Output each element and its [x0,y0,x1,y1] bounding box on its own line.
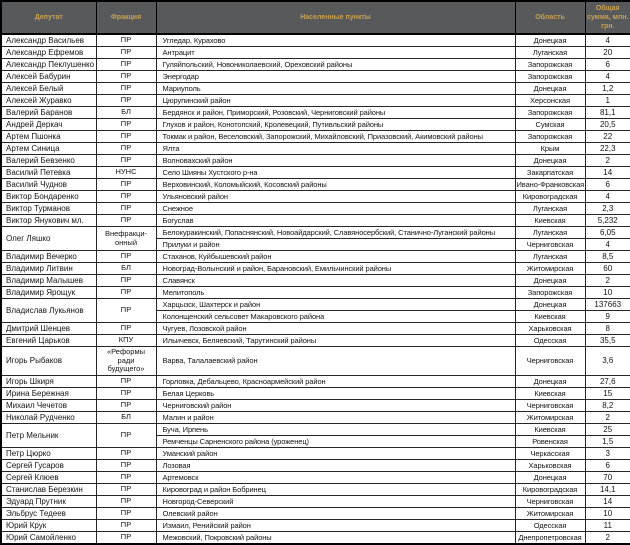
oblast-cell: Запорожская [515,131,585,143]
sum-cell: 11 [585,519,630,531]
deputy-cell: Артем Пшонка [1,131,96,143]
deputy-cell: Эльбрус Тедеев [1,507,96,519]
col-header-settlements: Населенные пункты [156,1,515,34]
table-row [1,143,630,155]
oblast-cell: Житомирская [515,263,585,275]
sum-cell: 22 [585,131,630,143]
fraction-cell: ПР [96,34,156,47]
sum-cell: 22,3 [585,143,630,155]
deputy-cell: Олег Ляшко [1,227,96,251]
sum-cell: 2 [585,275,630,287]
table-row [1,47,630,59]
sum-cell: 15 [585,387,630,399]
deputy-cell: Алексей Белый [1,83,96,95]
fraction-cell: ПР [96,423,156,447]
sum-cell: 10 [585,287,630,299]
settlements-cell: Угледар, Курахово [156,34,515,47]
fraction-cell: ПР [96,471,156,483]
sum-cell: 20 [585,47,630,59]
sum-cell: 4 [585,71,630,83]
deputy-cell: Юрий Крук [1,519,96,531]
fraction-cell: ПР [96,215,156,227]
deputy-cell: Алексей Бабурин [1,71,96,83]
oblast-cell: Донецкая [515,375,585,387]
deputy-cell: Владимир Литвин [1,263,96,275]
sum-cell: 2 [585,411,630,423]
table-row [1,335,630,347]
sum-cell: 5,232 [585,215,630,227]
fraction-cell: ПР [96,387,156,399]
settlements-cell: Славянск [156,275,515,287]
oblast-cell: Луганская [515,47,585,59]
oblast-cell: Крым [515,143,585,155]
fraction-cell: ПР [96,447,156,459]
sum-cell: 2 [585,155,630,167]
sum-cell: 6 [585,179,630,191]
sum-cell: 1,2 [585,83,630,95]
settlements-cell: Артемовск [156,471,515,483]
settlements-cell: Чугуев, Лозовской район [156,323,515,335]
deputy-cell: Ирина Бережная [1,387,96,399]
deputy-cell: Александр Пеклушенко [1,59,96,71]
table-row [1,299,630,311]
fraction-cell: КПУ [96,335,156,347]
oblast-cell: Донецкая [515,299,585,311]
table-row [1,347,630,376]
table-row [1,519,630,531]
fraction-cell: «Реформы ради будущего» [96,347,156,376]
deputy-cell: Сергей Клюев [1,471,96,483]
table-row [1,375,630,387]
table-row [1,399,630,411]
oblast-cell: Киевская [515,423,585,435]
deputy-cell: Виктор Турманов [1,203,96,215]
oblast-cell: Киевская [515,387,585,399]
deputy-cell: Валерий Бевзенко [1,155,96,167]
table-row [1,119,630,131]
sum-cell: 4 [585,34,630,47]
sum-cell: 137663 [585,299,630,311]
table-row [1,531,630,544]
fraction-cell: ПР [96,119,156,131]
table-row [1,459,630,471]
settlements-cell: Кировоград и район Бобринец [156,483,515,495]
sum-cell: 3,6 [585,347,630,376]
settlements-cell: Гуляйпольский, Новониколаевский, Ореховский районы [156,59,515,71]
settlements-cell: Мариуполь [156,83,515,95]
oblast-cell: Киевская [515,215,585,227]
table-row [1,179,630,191]
table-row [1,203,630,215]
table-row [1,287,630,299]
sum-cell: 9 [585,311,630,323]
oblast-cell: Одесская [515,335,585,347]
oblast-cell: Донецкая [515,471,585,483]
table-row [1,83,630,95]
fraction-cell: ПР [96,287,156,299]
oblast-cell: Харьковская [515,459,585,471]
settlements-cell: Стаханов, Куйбышевский район [156,251,515,263]
settlements-cell: Горловка, Дебальцево, Красноармейский район [156,375,515,387]
sum-cell: 6 [585,59,630,71]
oblast-cell: Запорожская [515,107,585,119]
sum-cell: 14 [585,167,630,179]
oblast-cell: Харьковская [515,323,585,335]
settlements-cell: Малин и район [156,411,515,423]
oblast-cell: Черниговская [515,239,585,251]
oblast-cell: Одесская [515,519,585,531]
deputy-cell: Петр Цюрко [1,447,96,459]
oblast-cell: Черниговская [515,495,585,507]
deputy-cell: Станислав Березкин [1,483,96,495]
deputy-cell: Валерий Баранов [1,107,96,119]
fraction-cell: ПР [96,531,156,544]
table-row [1,155,630,167]
settlements-cell: Варва, Талалаевский район [156,347,515,376]
settlements-cell: Олевский район [156,507,515,519]
settlements-cell: Глухов и район, Конотопский, Кролевецкий, Путивльский районы [156,119,515,131]
oblast-cell: Донецкая [515,275,585,287]
oblast-cell: Кировоградская [515,483,585,495]
deputy-cell: Василий Петевка [1,167,96,179]
table-body [1,34,630,544]
fraction-cell: ПР [96,275,156,287]
settlements-cell: Белокуракинский, Попаснянский, Новоайдарский, Славяносербский, Станично-Луганский районы [156,227,515,239]
oblast-cell: Киевская [515,311,585,323]
oblast-cell: Ивано-Франковская [516,180,585,189]
settlements-cell: Бердянск и район, Приморский, Розовский, Черниговский районы [156,107,515,119]
deputy-cell: Владимир Малышев [1,275,96,287]
deputy-cell: Андрей Деркач [1,119,96,131]
table-row [1,71,630,83]
fraction-cell: ПР [96,459,156,471]
oblast-cell: Житомирская [515,507,585,519]
table-row [1,387,630,399]
table-row [1,447,630,459]
oblast-cell: Луганская [515,203,585,215]
oblast-cell: Луганская [515,251,585,263]
fraction-cell: ПР [96,59,156,71]
fraction-cell: Внефракционный [96,227,156,251]
sum-cell: 20,5 [585,119,630,131]
oblast-cell: Запорожская [515,287,585,299]
sum-cell: 3 [585,447,630,459]
table-row [1,495,630,507]
deputy-cell: Михаил Чечетов [1,399,96,411]
deputy-cell: Виктор Янукович мл. [1,215,96,227]
settlements-cell: Новгород-Северский [156,495,515,507]
deputy-cell: Николай Рудченко [1,411,96,423]
header-row [1,1,630,34]
col-header-fraction: Фракция [96,1,156,34]
oblast-cell: Луганская [515,227,585,239]
deputy-cell: Владимир Вечерко [1,251,96,263]
fraction-cell: ПР [96,71,156,83]
deputy-cell: Виктор Бондаренко [1,191,96,203]
sum-cell: 2,3 [585,203,630,215]
fraction-cell: ПР [96,203,156,215]
fraction-cell: ПР [96,155,156,167]
oblast-cell: Запорожская [515,71,585,83]
col-header-oblast: Область [515,1,585,34]
fraction-cell: ПР [96,483,156,495]
deputy-cell: Петр Мельник [1,423,96,447]
oblast-cell: Сумская [515,119,585,131]
fraction-cell: ПР [96,131,156,143]
sum-cell: 8,5 [585,251,630,263]
sum-cell: 27,6 [585,375,630,387]
oblast-cell: Донецкая [515,34,585,47]
settlements-cell: Межовский, Покровский районы [156,531,515,544]
table-row [1,471,630,483]
table-row [1,275,630,287]
sum-cell: 8,2 [585,399,630,411]
fraction-cell: ПР [96,179,156,191]
deputy-cell: Игорь Шкиря [1,375,96,387]
deputy-cell: Владимир Ярощук [1,287,96,299]
fraction-cell: ПР [96,191,156,203]
deputy-cell: Сергей Гусаров [1,459,96,471]
fraction-cell: ПР [96,495,156,507]
table-row [1,107,630,119]
deputy-cell: Александр Ефремов [1,47,96,59]
sum-cell: 25 [585,423,630,435]
table-row [1,251,630,263]
deputy-cell: Алексей Журавко [1,95,96,107]
deputy-cell: Евгений Царьков [1,335,96,347]
settlements-cell: Прилуки и район [156,239,515,251]
settlements-cell: Харцызск, Шахтерск и район [156,299,515,311]
settlements-cell: Токмак и район, Веселовский, Запорожский, Михайловский, Приазовский, Акимовский районы [156,131,515,143]
settlements-cell: Измаил, Ренийский район [156,519,515,531]
sum-cell: 6 [585,459,630,471]
table-row [1,131,630,143]
settlements-cell: Черниговский район [156,399,515,411]
oblast-cell: Запорожская [515,59,585,71]
table-row [1,34,630,47]
sum-cell: 4 [585,239,630,251]
sum-cell: 70 [585,471,630,483]
fraction-cell: ПР [96,47,156,59]
sum-cell: 14,1 [585,483,630,495]
sum-cell: 1,5 [585,435,630,447]
sum-cell: 6,05 [585,227,630,239]
sum-cell: 10 [585,507,630,519]
fraction-cell: ПР [96,507,156,519]
settlements-cell: Энергодар [156,71,515,83]
fraction-cell: ПР [96,83,156,95]
settlements-cell: Мелитополь [156,287,515,299]
fraction-cell: НУНС [96,167,156,179]
fraction-cell: БЛ [96,411,156,423]
settlements-cell: Верховинский, Коломыйский, Косовский районы [156,179,515,191]
fraction-cell: ПР [96,323,156,335]
deputy-cell: Эдуард Прутник [1,495,96,507]
oblast-cell: Днепропетровская [515,531,585,544]
sum-cell: 81,1 [585,107,630,119]
table-row [1,167,630,179]
col-header-deputy: Депутат [1,1,96,34]
fraction-cell: ПР [96,375,156,387]
settlements-cell: Цюрупинский район [156,95,515,107]
table-row [1,411,630,423]
table-row [1,483,630,495]
settlements-cell: Новоград-Волынский и район, Барановский, Емильчинский районы [156,263,515,275]
sum-cell: 14 [585,495,630,507]
settlements-cell: Волновахский район [156,155,515,167]
fraction-cell: ПР [96,251,156,263]
table-row [1,423,630,435]
oblast-cell: Донецкая [515,155,585,167]
deputy-cell: Игорь Рыбаков [1,347,96,376]
table-row [1,191,630,203]
settlements-cell: Лозовая [156,459,515,471]
fraction-cell: БЛ [96,263,156,275]
fraction-cell: ПР [96,399,156,411]
settlements-cell: Снежное [156,203,515,215]
oblast-cell: Черниговская [515,399,585,411]
settlements-cell: Богуслав [156,215,515,227]
table-row [1,227,630,239]
deputy-cell: Владислав Лукьянов [1,299,96,323]
sum-cell: 1 [585,95,630,107]
deputy-cell: Александр Васильев [1,34,96,47]
table-row [1,215,630,227]
settlements-cell: Уманский район [156,447,515,459]
settlements-cell: Ульяновский район [156,191,515,203]
table-row [1,59,630,71]
table-row [1,323,630,335]
deputy-cell: Артем Синица [1,143,96,155]
deputy-cell: Юрий Самойленко [1,531,96,544]
settlements-cell: Антрацит [156,47,515,59]
table-row [1,263,630,275]
deputy-cell: Василий Чуднов [1,179,96,191]
col-header-sum: Общая сумма, млн. грн. [585,1,630,34]
oblast-cell: Кировоградская [515,191,585,203]
oblast-cell: Ровенская [515,435,585,447]
table-header [1,1,630,34]
fraction-cell: ПР [96,95,156,107]
oblast-cell: Черкасская [515,447,585,459]
settlements-cell: Ялта [156,143,515,155]
oblast-cell: Черниговская [515,347,585,376]
fraction-cell: БЛ [96,107,156,119]
settlements-cell: Буча, Ирпень [156,423,515,435]
sum-cell: 8 [585,323,630,335]
oblast-cell: Закарпатская [515,167,585,179]
fraction-cell: ПР [96,143,156,155]
table-row [1,95,630,107]
oblast-cell: Херсонская [515,95,585,107]
settlements-cell: Ильичевск, Беляевский, Тарутинский районы [156,335,515,347]
sum-cell: 35,5 [585,335,630,347]
settlements-cell: Белая Церковь [156,387,515,399]
settlements-cell: Село Шияны Хустского р-на [156,167,515,179]
deputy-cell: Дмитрий Шенцев [1,323,96,335]
sum-cell: 4 [585,191,630,203]
settlements-cell: Колонщенский сельсовет Макаровского района [156,311,515,323]
fraction-cell: ПР [96,299,156,323]
sum-cell: 60 [585,263,630,275]
oblast-cell: Донецкая [515,83,585,95]
sum-cell: 2 [585,531,630,544]
oblast-cell: Житомирская [515,411,585,423]
table-row [1,507,630,519]
fraction-cell: ПР [96,519,156,531]
settlements-cell: Ремченцы Сарненского района (уроженец) [156,435,515,447]
